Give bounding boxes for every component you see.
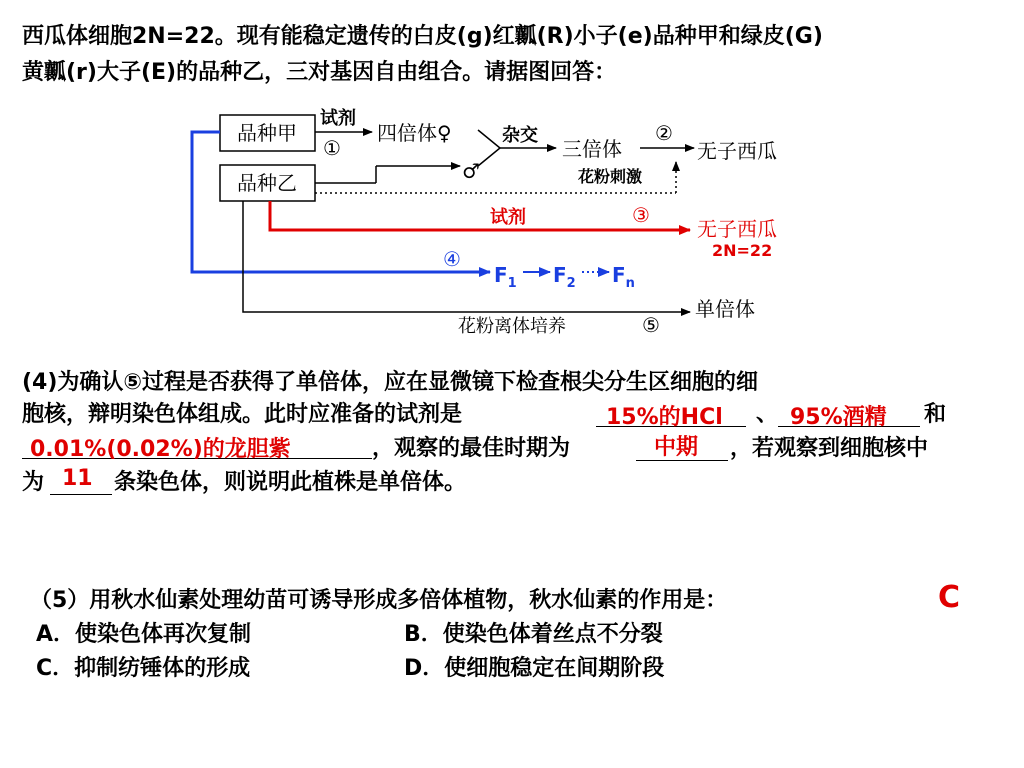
answer-hcl: 15%的HCl [606,405,723,430]
q5-answer: C [938,580,961,615]
variety-a-label: 品种甲 [237,121,297,145]
q4-line-1: (4)为确认⑤过程是否获得了单倍体，应在显微镜下检查根尖分生区细胞的细 [22,370,759,395]
reagent-label-red: 试剂 [490,207,526,228]
q4-separator: 、 [756,402,779,427]
variety-b-label: 品种乙 [237,171,297,195]
answer-phase: 中期 [654,435,699,460]
step4-marker: ④ [443,247,461,271]
q5-stem: （5）用秋水仙素处理幼苗可诱导形成多倍体植物，秋水仙素的作用是： [30,588,728,613]
q4-line-3b: ，若观察到细胞核中 [730,436,929,461]
q4-line-4b: 条染色体，则说明此植株是单倍体。 [114,470,467,495]
tetraploid-label: 四倍体♀ [377,121,452,145]
answer-stain: 0.01%(0.02%)的龙胆紫 [30,437,291,462]
q4-line-4a: 为 [22,470,45,495]
step3-marker: ③ [632,203,650,227]
q4-line-3a: ，观察的最佳时期为 [372,436,571,461]
seedless-label-2: 无子西瓜 [697,217,777,241]
f2-label: $F_2$ [553,263,576,291]
q4-line-2a: 胞核，辩明染色体组成。此时应准备的试剂是 [22,402,463,427]
q4-line-2b: 和 [924,402,947,427]
breeding-diagram [0,0,1024,345]
option-c[interactable]: C．抑制纺锤体的形成 [36,656,251,681]
step5-marker: ⑤ [642,313,660,337]
haploid-label: 单倍体 [695,297,755,321]
step1-marker: ① [323,136,341,160]
option-a[interactable]: A．使染色体再次复制 [36,622,252,647]
two-n-label: 2N=22 [712,241,773,260]
male-symbol: ♂ [462,159,480,183]
option-d[interactable]: D．使细胞稳定在间期阶段 [404,656,665,681]
seedless-label-1: 无子西瓜 [697,139,777,163]
fn-label: $F_n$ [612,263,635,291]
hybrid-label: 杂交 [502,125,538,146]
intro-line-2: 黄瓤(r)大子(E)的品种乙，三对基因自由组合。请据图回答： [22,60,617,85]
step5-arrow [243,201,690,312]
f1-label: $F_1$ [494,263,517,291]
answer-alcohol: 95%酒精 [790,405,887,430]
cross-lines [478,130,500,166]
option-b[interactable]: B．使染色体着丝点不分裂 [404,622,663,647]
pollen-stim-label: 花粉刺激 [578,167,643,186]
intro-line-1: 西瓜体细胞2N=22。现有能稳定遗传的白皮(g)红瓤(R)小子(e)品种甲和绿皮(G) [22,24,823,49]
answer-count: 11 [62,466,93,491]
anther-culture-label: 花粉离体培养 [458,316,566,337]
triploid-label: 三倍体 [562,137,622,161]
reagent-label-1: 试剂 [320,108,356,129]
step2-marker: ② [655,121,673,145]
blank-count [50,494,112,495]
step3-red-arrow [270,201,690,230]
